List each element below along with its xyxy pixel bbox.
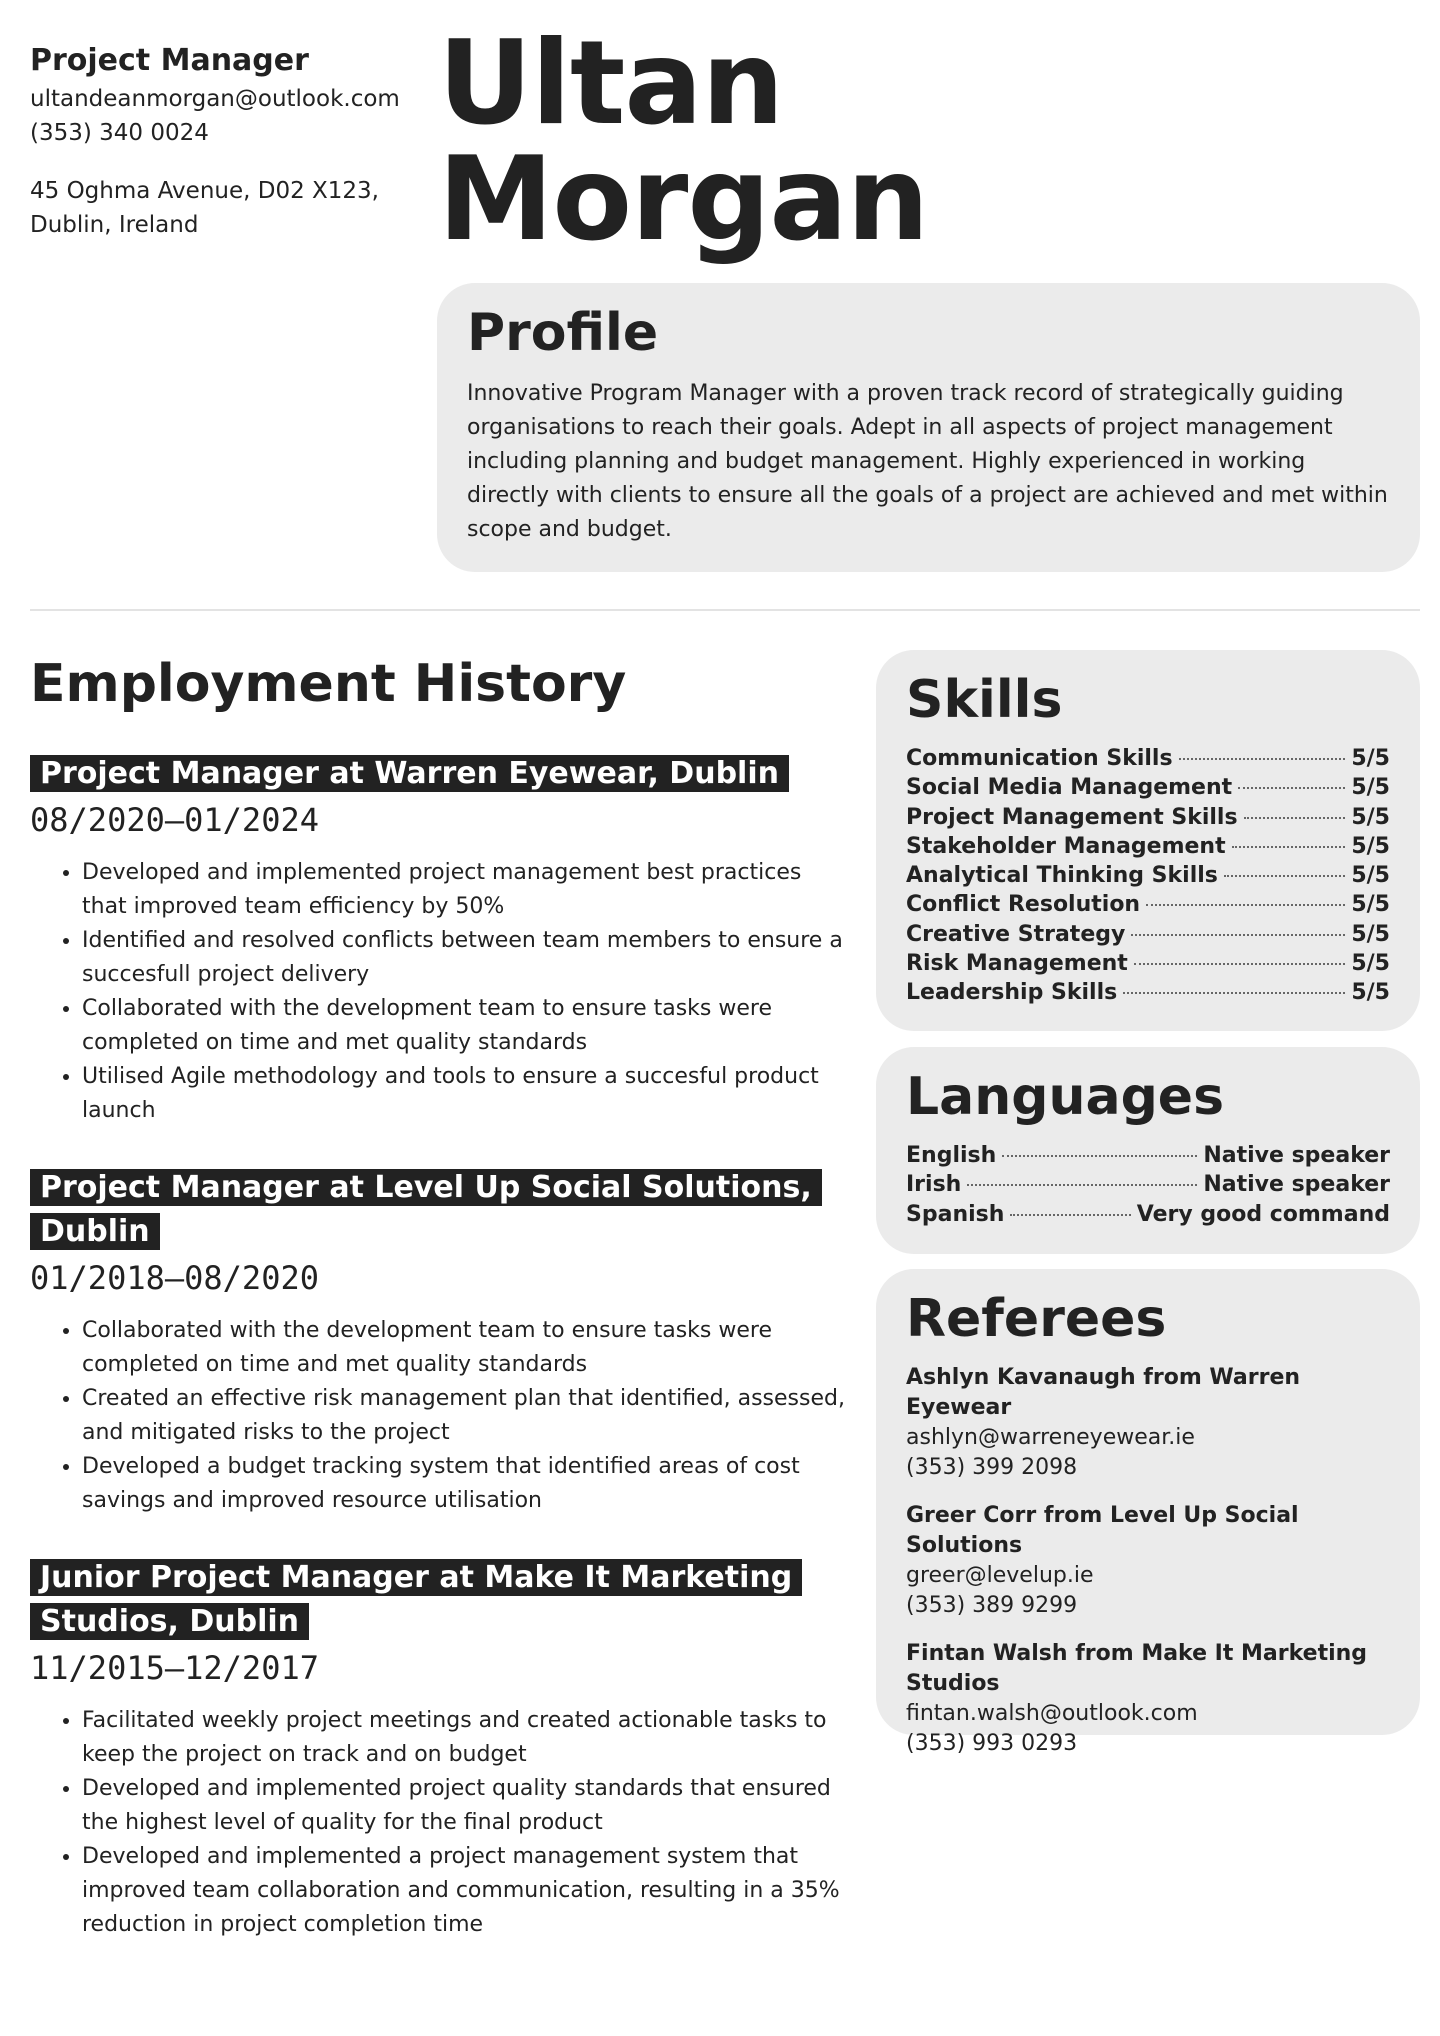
- phone: (353) 340 0024: [30, 120, 209, 146]
- skills-list: [906, 744, 1390, 1008]
- referee-entry: [906, 1501, 1390, 1621]
- referee-phone: (353) 389 9299: [906, 1593, 1078, 1618]
- skills-title: Skills: [906, 670, 1063, 730]
- list-item: • Developed and implemented project quality standards that ensured the highest level of quality for the final product: [82, 1772, 850, 1840]
- profile-card: [437, 283, 1420, 572]
- skill-row: [906, 920, 1390, 949]
- referee-phone: (353) 399 2098: [906, 1455, 1078, 1480]
- job-title: [30, 1166, 850, 1254]
- list-item: • Identified and resolved conflicts between team members to ensure a succesfull project delivery: [82, 924, 850, 992]
- job-entry: [30, 752, 850, 1128]
- skill-level: 5/5: [1351, 863, 1390, 889]
- job-role: Project Manager: [30, 43, 309, 78]
- job-bullets: [30, 856, 850, 1128]
- dot-leader: [1146, 904, 1345, 906]
- job-title: [30, 752, 850, 796]
- referee-entry: [906, 1639, 1390, 1759]
- language-row: [906, 1170, 1390, 1199]
- languages-card: [876, 1047, 1420, 1254]
- language-name: Spanish: [906, 1201, 1005, 1227]
- language-level: Very good command: [1136, 1201, 1390, 1227]
- job-bullets: [30, 1314, 850, 1518]
- list-item: • Collaborated with the development team to ensure tasks were completed on time and met quality standards: [82, 992, 850, 1060]
- job-dates: 08/2020—01/2024: [30, 801, 319, 839]
- list-item: • Created an effective risk management plan that identified, assessed, and mitigated risks to the project: [82, 1382, 850, 1450]
- referee-name: Greer Corr from Level Up Social Solutions: [906, 1503, 1299, 1558]
- skill-row: [906, 803, 1390, 832]
- employment-title: Employment History: [30, 654, 627, 714]
- dot-leader: [1232, 846, 1346, 848]
- referee-email[interactable]: greer@levelup.ie: [906, 1563, 1094, 1588]
- dot-leader: [1131, 934, 1345, 936]
- skill-level: 5/5: [1351, 746, 1390, 771]
- dot-leader: [1179, 758, 1346, 760]
- referee-entry: [906, 1363, 1390, 1483]
- first-name: Ultan: [438, 16, 784, 151]
- job-dates: 11/2015—12/2017: [30, 1649, 319, 1687]
- dot-leader: [1002, 1155, 1197, 1157]
- referees-title: Referees: [906, 1289, 1167, 1349]
- last-name: Morgan: [438, 132, 929, 267]
- dot-leader: [1123, 992, 1345, 994]
- job-entry: [30, 1556, 850, 1942]
- skill-level: 5/5: [1351, 980, 1390, 1006]
- employment-section: [30, 650, 850, 1942]
- skill-name: Analytical Thinking Skills: [906, 863, 1218, 889]
- skill-name: Project Management Skills: [906, 804, 1238, 830]
- referees-card: [876, 1269, 1420, 1756]
- dot-leader: [1010, 1214, 1130, 1216]
- job-dates: 01/2018—08/2020: [30, 1259, 319, 1297]
- language-row: [906, 1200, 1390, 1229]
- list-item: • Collaborated with the development team to ensure tasks were completed on time and met quality standards: [82, 1314, 850, 1382]
- skill-level: 5/5: [1351, 892, 1390, 918]
- list-item: • Developed and implemented project management best practices that improved team efficiency by 50%: [82, 856, 850, 924]
- skill-name: Social Media Management: [906, 775, 1233, 801]
- list-item: • Developed and implemented a project management system that improved team collaboration and communication, resulting in a 35% reduction in project completion time: [82, 1840, 850, 1942]
- list-item: • Utilised Agile methodology and tools to ensure a succesful product launch: [82, 1060, 850, 1128]
- job-entry: [30, 1166, 850, 1518]
- profile-text: Innovative Program Manager with a proven track record of strategically guiding organisations to reach their goals. Adept in all aspects of project management including planning and budget management. Highly experienced in working directly with clients to ensure all the goals of a project are achieved and met within scope and budget.: [467, 381, 1388, 542]
- dot-leader: [1238, 787, 1345, 789]
- contact-block: [30, 40, 430, 242]
- divider: [30, 609, 1420, 611]
- skill-name: Stakeholder Management: [906, 833, 1226, 859]
- dot-leader: [1244, 817, 1346, 819]
- language-name: Irish: [906, 1172, 962, 1198]
- languages-title: Languages: [906, 1067, 1225, 1127]
- language-name: English: [906, 1143, 997, 1168]
- address-line-1: 45 Oghma Avenue, D02 X123,: [30, 178, 379, 204]
- job-title: [30, 1556, 850, 1644]
- skill-name: Creative Strategy: [906, 921, 1126, 947]
- language-row: [906, 1141, 1390, 1170]
- skill-row: [906, 773, 1390, 802]
- skill-name: Conflict Resolution: [906, 892, 1141, 918]
- skill-row: [906, 861, 1390, 890]
- referee-name: Ashlyn Kavanaugh from Warren Eyewear: [906, 1365, 1301, 1420]
- skill-row: [906, 978, 1390, 1007]
- skill-name: Communication Skills: [906, 746, 1173, 771]
- list-item: • Developed a budget tracking system that identified areas of cost savings and improved resource utilisation: [82, 1450, 850, 1518]
- skill-row: [906, 832, 1390, 861]
- email[interactable]: ultandeanmorgan@outlook.com: [30, 86, 400, 112]
- address-line-2: Dublin, Ireland: [30, 212, 199, 238]
- skill-row: [906, 949, 1390, 978]
- skill-name: Risk Management: [906, 951, 1128, 977]
- skill-row: [906, 744, 1390, 773]
- skill-level: 5/5: [1351, 775, 1390, 801]
- skill-level: 5/5: [1351, 833, 1390, 859]
- referee-name: Fintan Walsh from Make It Marketing Studios: [906, 1641, 1368, 1696]
- job-title-text: Project Manager at Warren Eyewear, Dublin: [30, 755, 789, 792]
- dot-leader: [1224, 875, 1345, 877]
- job-title-text: Junior Project Manager at Make It Marketing Studios, Dublin: [30, 1559, 802, 1640]
- list-item: • Facilitated weekly project meetings and created actionable tasks to keep the project on track and on budget: [82, 1704, 850, 1772]
- language-level: Native speaker: [1203, 1143, 1390, 1168]
- referee-phone: (353) 993 0293: [906, 1731, 1078, 1756]
- dot-leader: [967, 1184, 1197, 1186]
- job-bullets: [30, 1704, 850, 1942]
- job-title-text: Project Manager at Level Up Social Solutions, Dublin: [30, 1169, 822, 1250]
- full-name: [438, 16, 929, 267]
- profile-title: Profile: [467, 303, 659, 363]
- language-level: Native speaker: [1203, 1172, 1390, 1198]
- referee-email[interactable]: fintan.walsh@outlook.com: [906, 1701, 1198, 1726]
- skill-level: 5/5: [1351, 921, 1390, 947]
- skill-level: 5/5: [1351, 951, 1390, 977]
- skill-row: [906, 890, 1390, 919]
- skills-card: [876, 650, 1420, 1031]
- skill-level: 5/5: [1351, 804, 1390, 830]
- languages-list: [906, 1141, 1390, 1229]
- referee-email[interactable]: ashlyn@warreneyewear.ie: [906, 1425, 1195, 1450]
- dot-leader: [1134, 963, 1346, 965]
- skill-name: Leadership Skills: [906, 980, 1118, 1006]
